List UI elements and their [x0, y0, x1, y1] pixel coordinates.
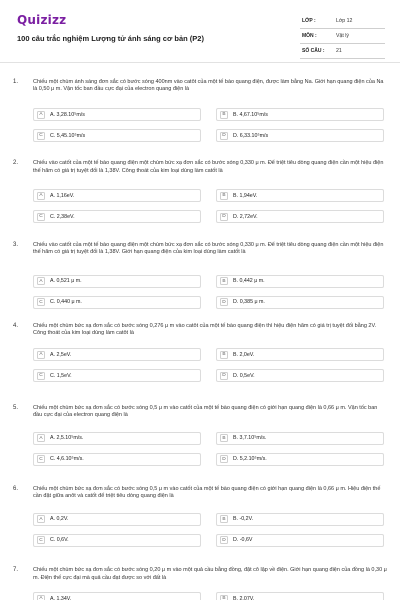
option-text: B. -0,2V. — [233, 516, 254, 523]
answer-option-d[interactable] — [216, 129, 384, 142]
option-letter-badge: A — [37, 515, 45, 523]
answer-option-b[interactable] — [216, 432, 384, 445]
option-letter-badge: C — [37, 536, 45, 544]
answer-option-d[interactable] — [216, 534, 384, 547]
option-text: A. 2,5.10⁵m/s. — [50, 435, 84, 442]
question-item — [0, 242, 400, 323]
answer-option-c[interactable] — [33, 369, 201, 382]
answer-option-d[interactable] — [216, 296, 384, 309]
option-text: C. 4,6.10⁵m/s. — [50, 456, 84, 463]
option-letter-badge: C — [37, 455, 45, 463]
answer-option-c[interactable] — [33, 296, 201, 309]
meta-label: LỚP : — [302, 18, 316, 24]
question-item — [0, 160, 400, 241]
option-letter-badge: D — [220, 213, 228, 221]
meta-value: 21 — [336, 48, 342, 54]
option-text: B. 3,7.10⁵m/s. — [233, 435, 267, 442]
option-letter-badge: D — [220, 536, 228, 544]
meta-row-class — [300, 14, 385, 29]
option-letter-badge: B — [220, 434, 228, 442]
option-text: D. -0,6V — [233, 537, 253, 544]
question-number: 3. — [13, 241, 19, 248]
option-letter-badge: C — [37, 298, 45, 306]
answer-option-a[interactable] — [33, 432, 201, 445]
option-letter-badge: C — [37, 213, 45, 221]
meta-value: Vật lý — [336, 33, 349, 39]
option-letter-badge: B — [220, 595, 228, 600]
option-letter-badge: D — [220, 298, 228, 306]
option-text: B. 4,67.10⁵m/s — [233, 111, 268, 118]
answer-option-c[interactable] — [33, 210, 201, 223]
answer-option-d[interactable] — [216, 453, 384, 466]
option-text: C. 1,5eV. — [50, 372, 72, 379]
option-letter-badge: A — [37, 192, 45, 200]
option-text: A. 0,521 μ m. — [50, 278, 82, 285]
option-text: B. 0,442 μ m. — [233, 278, 265, 285]
option-text: D. 2,72eV. — [233, 213, 258, 220]
option-text: A. 0,2V. — [50, 516, 69, 523]
option-letter-badge: C — [37, 372, 45, 380]
answer-option-a[interactable] — [33, 513, 201, 526]
header-divider — [0, 62, 400, 63]
question-number: 6. — [13, 485, 19, 492]
option-text: C. 0,440 μ m. — [50, 299, 82, 306]
meta-label: MÔN : — [302, 33, 317, 39]
option-text: A. 1,34V. — [50, 595, 72, 600]
question-text: Chiếu một chùm bức xạ đơn sắc có bước sóng 0,5 μ m vào catốt của một tế bào quang điện có giới hạn quang điện là 0,66 μ m. Hiệu điện thế cần đặt giữa anôt và catốt để triệt tiêu dòng quang điện là — [33, 485, 381, 500]
option-letter-badge: D — [220, 372, 228, 380]
question-number: 5. — [13, 404, 19, 411]
meta-row-subject — [300, 29, 385, 44]
meta-value: Lớp 12 — [336, 18, 353, 24]
question-number: 4. — [13, 323, 19, 330]
answer-option-d[interactable] — [216, 210, 384, 223]
option-text: A. 1,16eV. — [50, 192, 75, 199]
option-text: D. 6,33.10⁵m/s — [233, 132, 269, 139]
question-text: Chiếu một chùm ánh sáng đơn sắc có bước sóng 400nm vào catôt của một tế bào quang điện, được làm bằng Na. Giới hạn quang điện của Na là 0,50 μ m. Vận tốc ban đầu cực đại của electron quang điện là — [33, 79, 384, 93]
question-item — [0, 323, 400, 404]
option-text: D. 0,385 μ m. — [233, 299, 265, 306]
option-letter-badge: A — [37, 351, 45, 359]
answer-option-c[interactable] — [33, 129, 201, 142]
page-header — [0, 0, 400, 60]
option-letter-badge: A — [37, 434, 45, 442]
question-text: Chiếu một chùm bức xạ đơn sắc có bước sóng 0,5 μ m vào catốt của một tế bào quang điện có giới hạn quang điện là 0,66 μ m. Vận tốc ban đầu cực đại của electron quang điện là — [33, 404, 378, 418]
option-text: C. 0,6V. — [50, 537, 69, 544]
question-number: 1. — [13, 79, 19, 85]
answer-option-b[interactable] — [216, 275, 384, 288]
option-letter-badge: B — [220, 111, 228, 119]
question-text: Chiếu một chùm bức xạ đơn sắc có bước sóng 0,276 μ m vào catôt của một tế bào quang điện thì hiệu điện hãm có giá trị tuyệt đối bằng 2V. Công thoát của kim loại dùng làm catôt là — [33, 323, 377, 337]
option-text: B. 2,07V. — [233, 595, 255, 600]
question-item — [0, 79, 400, 160]
question-number: 7. — [13, 567, 19, 574]
question-item — [0, 405, 400, 486]
answer-option-c[interactable] — [33, 453, 201, 466]
option-letter-badge: A — [37, 277, 45, 285]
option-letter-badge: D — [220, 455, 228, 463]
option-text: A. 2,5eV. — [50, 351, 72, 358]
question-item — [0, 486, 400, 567]
answer-option-a[interactable] — [33, 592, 201, 600]
option-text: C. 5,45.10⁵m/s — [50, 132, 86, 139]
meta-label: SỐ CÂU : — [302, 48, 325, 54]
answer-option-b[interactable] — [216, 513, 384, 526]
option-text: D. 5,2.10⁵m/s. — [233, 456, 267, 463]
option-text: B. 1,94eV. — [233, 192, 258, 199]
quizizz-logo: Quizizz — [17, 13, 67, 27]
answer-option-c[interactable] — [33, 534, 201, 547]
answer-option-b[interactable] — [216, 189, 384, 202]
meta-table — [300, 14, 385, 59]
meta-row-count — [300, 44, 385, 59]
option-text: B. 2,0eV. — [233, 351, 255, 358]
question-text: Chiếu vào catốt của một tế bào quang điện một chùm bức xạ đơn sắc có bước sóng 0,330 μ m. Để triệt tiêu dòng quang điện cần một hiệu điện thế hãm có giá trị tuyệt đối là 1,38V. Giới hạn quang điện của kim loại dùng làm catốt là — [33, 241, 384, 255]
option-text: A. 3,28.10⁵m/s — [50, 111, 85, 118]
question-list — [0, 79, 400, 600]
answer-option-a[interactable] — [33, 189, 201, 202]
option-letter-badge: A — [37, 595, 45, 600]
answer-option-b[interactable] — [216, 348, 384, 361]
question-number: 2. — [13, 160, 19, 167]
answer-option-a[interactable] — [33, 348, 201, 361]
option-text: D. 0,5eV. — [233, 372, 255, 379]
option-letter-badge: D — [220, 132, 228, 140]
option-letter-badge: B — [220, 277, 228, 285]
option-letter-badge: C — [37, 132, 45, 140]
question-text: Chiếu một chùm bức xạ đơn sắc có bước sóng 0,20 μ m vào một quả cầu bằng đồng, đặt cô lập về điện. Giới hạn quang điện của đồng là 0,30 μ m. Điện thế cực đại mà quả cầu đạt được so với đất là — [33, 567, 387, 581]
option-letter-badge: A — [37, 111, 45, 119]
answer-option-b[interactable] — [216, 592, 384, 600]
answer-option-a[interactable] — [33, 108, 201, 121]
question-text: Chiếu vào catốt của một tế bào quang điện một chùm bức xạ đơn sắc có bước sóng 0,330 μ m. Để triệt tiêu dòng quang điện cần một hiệu điện thế hãm có giá trị tuyệt đối là 1,38V. Công thoát của kim loại dùng làm catốt là — [33, 160, 384, 174]
question-item — [0, 567, 400, 600]
option-text: C. 2,38eV. — [50, 213, 75, 220]
option-letter-badge: B — [220, 515, 228, 523]
answer-option-d[interactable] — [216, 369, 384, 382]
answer-option-a[interactable] — [33, 275, 201, 288]
option-letter-badge: B — [220, 192, 228, 200]
answer-option-b[interactable] — [216, 108, 384, 121]
document-title: 100 câu trắc nghiệm Lượng tử ánh sáng cơ bản (P2) — [17, 34, 204, 43]
option-letter-badge: B — [220, 351, 228, 359]
